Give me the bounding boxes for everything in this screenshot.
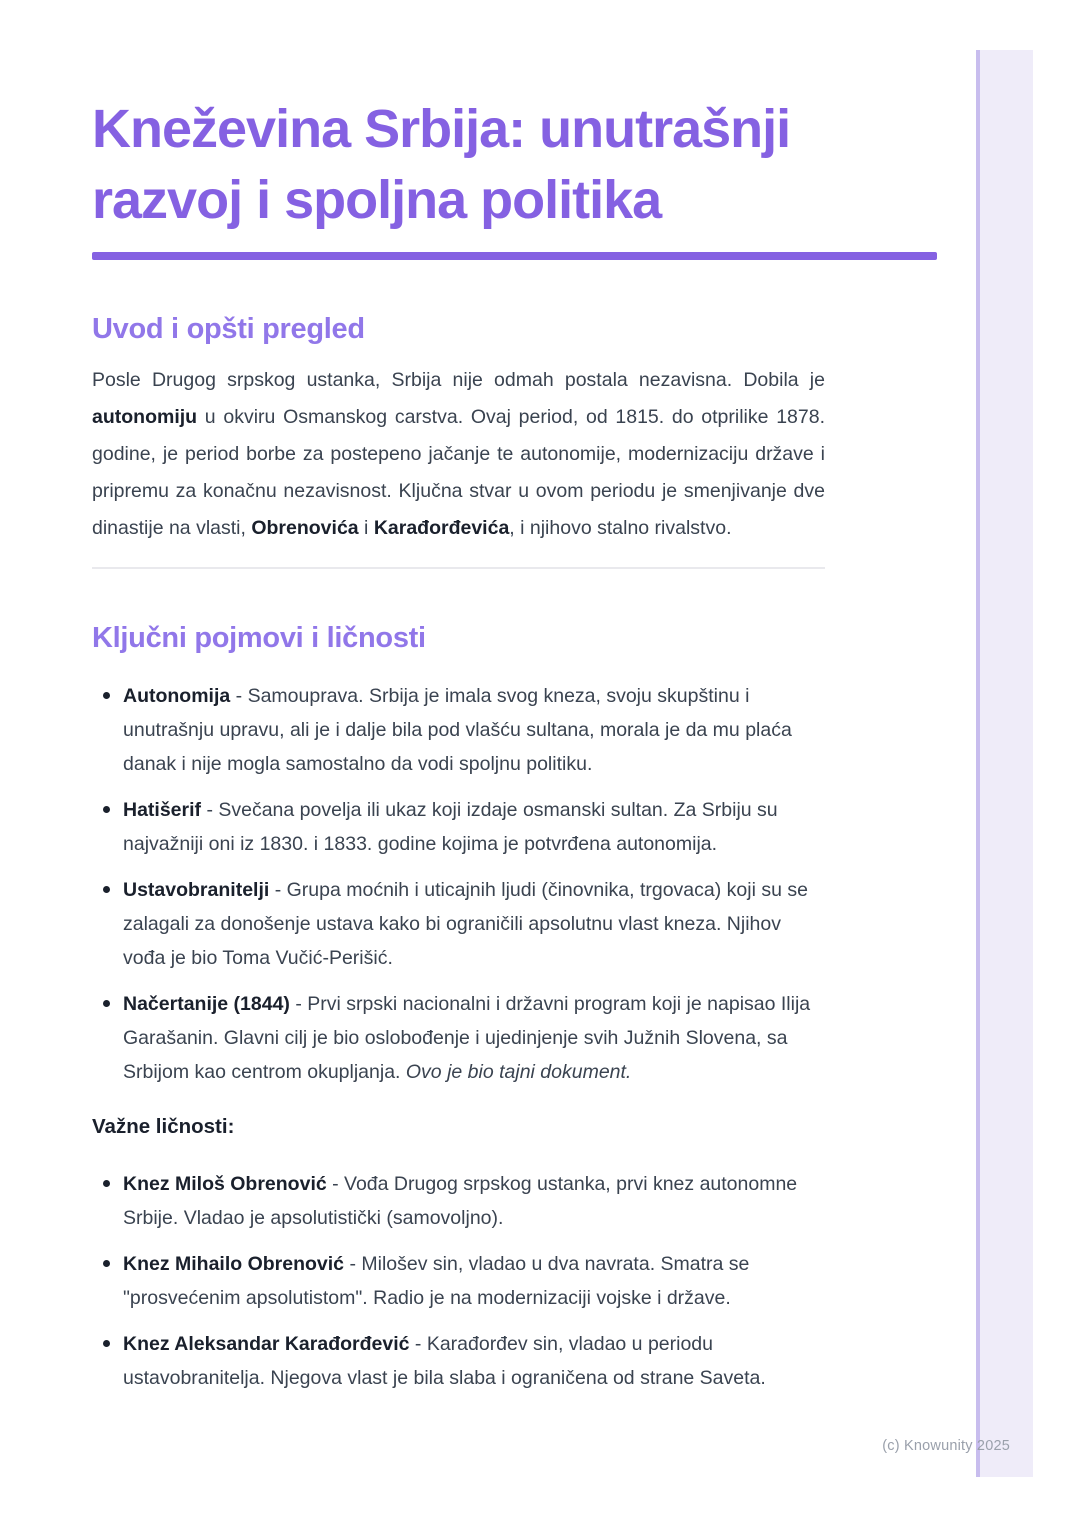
term-bold: Karađorđevića <box>373 517 510 539</box>
section-heading-intro: Uvod i opšti pregled <box>92 313 365 345</box>
text-run: - Samouprava. Srbija je imala svog kneza, svoju skupštinu i unutrašnju upravu, ali je i dalje bila pod vlašću sultana, morala je da mu plaća danak i nije mogla samostalno da vodi spoljnu politiku. <box>123 685 792 775</box>
term-bold: Knez Mihailo Obrenović <box>123 1253 345 1275</box>
list-item <box>92 873 825 975</box>
people-list <box>92 1167 825 1395</box>
section-divider <box>92 567 825 569</box>
text-run: i <box>358 517 374 539</box>
text-run: - Karađorđev sin, vladao u periodu ustavobranitelja. Njegova vlast je bila slaba i ograničena od strane Saveta. <box>123 1333 766 1389</box>
text-run: - Svečana povelja ili ukaz koji izdaje osmanski sultan. Za Srbiju su najvažniji oni iz 1830. i 1833. godine kojima je potvrđena autonomija. <box>123 799 778 855</box>
key-terms-section <box>92 679 825 1395</box>
text-run: u okviru Osmanskog carstva. Ovaj period, od 1815. do otprilike 1878. godine, je period borbe za postepeno jačanje te autonomije, modernizaciju države i pripremu za konačnu nezavisnost. Ključna stvar u ovom periodu je smenjivanje dve dinastije na vlasti, <box>92 406 825 539</box>
term-bold: Hatišerif <box>123 799 202 821</box>
text-run: - Milošev sin, vladao u dva navrata. Smatra se "prosvećenim apsolutistom". Radio je na modernizaciji vojske i države. <box>123 1253 750 1309</box>
page-edge-strip <box>976 50 1033 1477</box>
document-content <box>92 0 937 1407</box>
list-item <box>92 679 825 781</box>
term-bold: autonomiju <box>92 406 198 428</box>
subheading-important-people: Važne ličnosti: <box>92 1115 235 1138</box>
term-bold: Knez Miloš Obrenović <box>123 1173 327 1195</box>
copyright-footer: (c) Knowunity 2025 <box>882 1438 1010 1454</box>
page-title: Kneževina Srbija: unutrašnji razvoj i spoljna politika <box>92 99 791 230</box>
text-run: - Vođa Drugog srpskog ustanka, prvi knez autonomne Srbije. Vladao je apsolutistički (samovoljno). <box>123 1173 798 1229</box>
text-run: Posle Drugog srpskog ustanka, Srbija nije odmah postala nezavisna. Dobila je <box>92 369 825 391</box>
text-run: - Grupa moćnih i uticajnih ljudi (činovnika, trgovaca) koji su se zalagali za donošenje ustava kako bi ograničili apsolutnu vlast kneza. Njihov vođa je bio Toma Vučić-Perišić. <box>123 879 808 969</box>
list-item <box>92 1167 825 1235</box>
text-italic: Ovo je bio tajni dokument. <box>405 1061 632 1083</box>
term-bold: Ustavobranitelji <box>123 879 270 901</box>
list-item <box>92 987 825 1089</box>
list-item <box>92 1327 825 1395</box>
list-item <box>92 793 825 861</box>
intro-section <box>92 362 825 569</box>
text-run: , i njihovo stalno rivalstvo. <box>509 517 732 539</box>
term-bold: Načertanije (1844) <box>123 993 290 1015</box>
text-run: - Prvi srpski nacionalni i državni program koji je napisao Ilija Garašanin. Glavni cilj je bio oslobođenje i ujedinjenje svih Južnih Slovena, sa Srbijom kao centrom okupljanja. <box>123 993 811 1083</box>
list-item <box>92 1247 825 1315</box>
term-bold: Obrenovića <box>251 517 359 539</box>
section-heading-key-terms: Ključni pojmovi i ličnosti <box>92 622 426 654</box>
key-terms-list <box>92 679 825 1089</box>
intro-paragraph <box>92 362 825 547</box>
title-rule <box>92 252 937 260</box>
term-bold: Knez Aleksandar Karađorđević <box>123 1333 410 1355</box>
term-bold: Autonomija <box>123 685 231 707</box>
